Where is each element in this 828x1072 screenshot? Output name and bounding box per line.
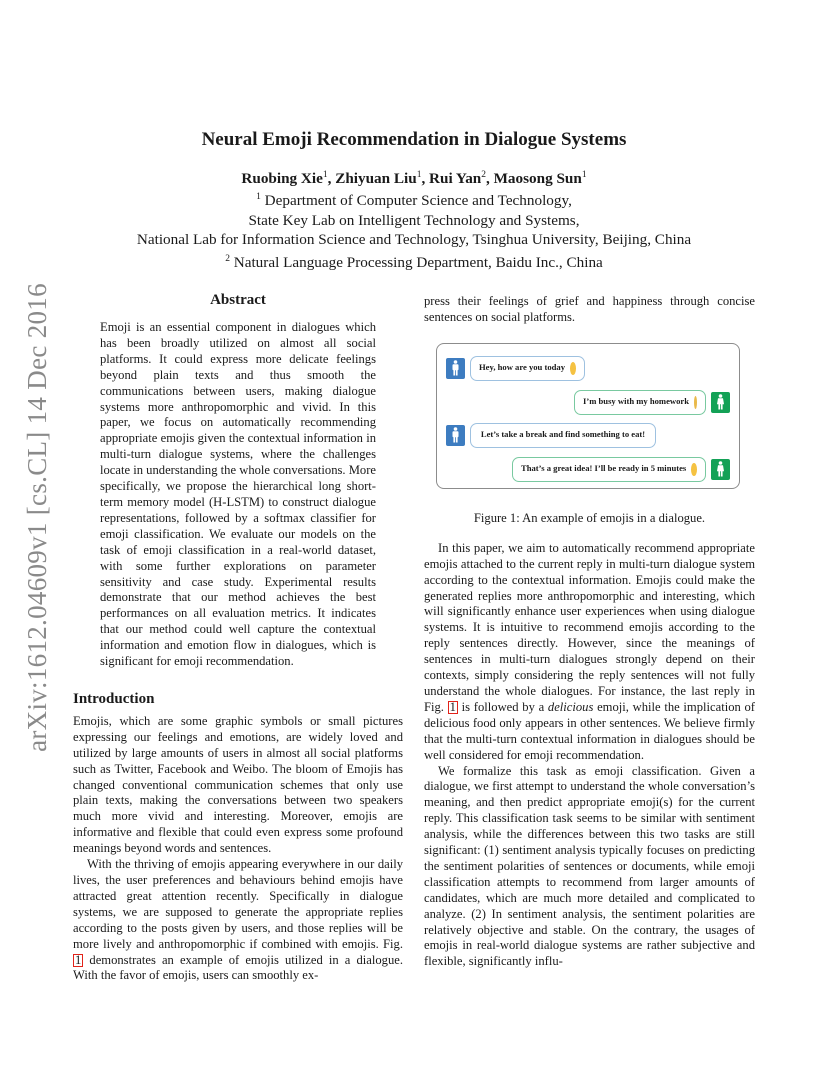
paper-title: Neural Emoji Recommendation in Dialogue Systems [201,129,627,150]
right-paragraph-1 [424,541,755,764]
message-bubble [470,356,585,381]
affiliation-line: Natural Language Processing Department, Baidu Inc., China [229,253,603,271]
introduction-heading: Introduction [73,690,155,707]
introduction-paragraph-1: Emojis, which are some graphic symbols or small pictures expressing our feelings and emotions, are widely loved and utilized by large amounts of users in almost all social platforms such as Twitter, Facebook and Weibo. The bloom of Emojis has changed conventional communication schemes that only use plain texts, making the conversations between two speakers much more vivid and interesting. Moreover, emojis are informative and flexible that could even express some profound meanings beyond words and sentences. [73,713,403,856]
author-separator: , [486,170,494,187]
dialogue-message-2 [574,390,730,415]
affiliation-mark: 1 [416,170,422,180]
affiliation-mark: 2 [481,170,486,180]
weary-face-emoji-icon [694,396,697,409]
emphasized-text: delicious [547,699,594,714]
author-list [0,166,828,188]
message-bubble [512,457,706,482]
affiliation-mark: 2 [225,253,230,264]
affiliation-mark: 1 [256,192,261,202]
user-b-avatar-icon [711,392,730,413]
paragraph-text: is followed by a [457,699,548,714]
author-name: Maosong Sun [493,170,582,187]
author-name: Zhiyuan Liu [335,170,417,187]
author-separator: , [421,170,430,187]
yum-face-emoji-icon [691,463,697,476]
user-a-avatar-icon [446,358,465,379]
affiliation-mark: 1 [581,170,587,180]
dialogue-figure [436,343,740,489]
message-text: That’s a great idea! I’ll be ready in 5 minutes [521,463,687,474]
affiliation-1-line-2: State Key Lab on Intelligent Technology and Systems, [248,211,580,229]
abstract-heading: Abstract [210,292,266,308]
paragraph-text: demonstrates an example of emojis utilized in a dialogue. With the favor of emojis, users can smoothly ex- [73,952,403,983]
author-name: Ruobing Xie [241,170,323,187]
paragraph-text: emoji, while the implication of delicious food only appears in other sentences. We believe firmly that the multi-turn contextual information in dialogues should be well considered for emoji recommendation. [424,699,755,762]
figure-reference-link[interactable]: 1 [449,699,456,714]
abstract-text: Emoji is an essential component in dialogues which has been broadly utilized on almost all social platforms. It could express more delicate feelings beyond plain texts and thus smooth the communications between users, making dialogue systems more anthropomorphic and vivid. In this paper, we focus on automatically recommending appropriate emojis given the contextual information in multi-turn dialogue systems, where the challenges locate in understanding the whole conversations. More specifically, we propose the hierarchical long short-term memory model (H-LSTM) to construct dialogue representations, followed by a softmax classifier for emoji classification. We evaluate our models on the task of emoji classification in a real-world dataset, with some further explorations on parameter sensitivity and case study. Experimental results demonstrate that our method achieves the best performances on all evaluation metrics. It indicates that our method could well capture the contextual information and emotion flow in dialogues, which is significant for emoji recommendation. [100,320,376,669]
continued-paragraph: press their feelings of grief and happiness through concise sentences on social platforms. [424,294,755,324]
dialogue-message-1 [446,356,585,381]
user-a-avatar-icon [446,425,465,446]
introduction-paragraph-2 [73,857,403,984]
affiliation-mark: 1 [322,170,328,180]
right-paragraph-2: We formalize this task as emoji classification. Given a dialogue, we first attempt to understand the whole conversation’s meaning, and then predict appropriate emoji(s) for the current reply. This classification task seems to be similar with sentiment analysis, while the differences between this two tasks are still significant: (1) sentiment analysis typically focuses on predicting the sentiment polarities of sentences or documents, while emoji classification attempts to recommend from larger amounts of candidates, which are much more detailed and complicated to analyze. (2) In sentiment analysis, the sentiment polarities are relatively objective and stable. On the contrary, the usages of emojis in real-world dialogue systems are rather subjective and flexible, significantly influ- [424,763,755,969]
affiliation-1-line-3: National Lab for Information Science and Technology, Tsinghua University, Beijing, China [136,231,692,248]
figure-caption: Figure 1: An example of emojis in a dialogue. [473,510,706,525]
grinning-face-emoji-icon [570,362,576,375]
affiliation-line: Department of Computer Science and Technology, [260,192,572,209]
figure-reference-link[interactable]: 1 [75,952,82,967]
affiliation-1 [0,188,828,211]
author-separator: , [327,170,336,187]
message-bubble [470,423,656,448]
message-text: I’m busy with my homework [583,396,689,407]
arxiv-identifier-stamp [22,282,52,752]
paper-header [0,128,828,272]
affiliation-2 [0,250,828,273]
left-column [73,290,403,984]
user-b-avatar-icon [711,459,730,480]
message-text: Let’s take a break and find something to eat! [480,429,646,440]
dialogue-message-4 [512,457,730,482]
right-column [424,294,755,970]
message-bubble [574,390,706,415]
author-name: Rui Yan [429,170,482,187]
dialogue-message-3 [446,423,656,448]
arxiv-id-text: arXiv:1612.04609v1 [cs.CL] 14 Dec 2016 [21,282,52,752]
message-text: Hey, how are you today [479,362,566,373]
paragraph-text: In this paper, we aim to automatically recommend appropriate emojis attached to the current reply in multi-turn dialogue system according to the contextual information. Emojis could make the generated replies more anthropomorphic and interesting, which will significantly enhance user experiences when using dialogue systems. It is intuitive to recommend emojis according to the reply sentences directly. However, since the meanings of sentences in multi-turn dialogues strongly depend on their contexts, simply considering the reply sentences will not fully understand the whole dialogues. For instance, the last reply in Fig. [424,540,755,714]
paragraph-text: With the thriving of emojis appearing everywhere in our daily lives, the user preferences and behaviours behind emojis have attracted great attention recently. Specifically in dialogue systems, we are supposed to generate the appropriate replies according to the posts given by users, and those replies will be more lively and anthropomorphic if combined with emojis. Fig. [73,857,403,951]
